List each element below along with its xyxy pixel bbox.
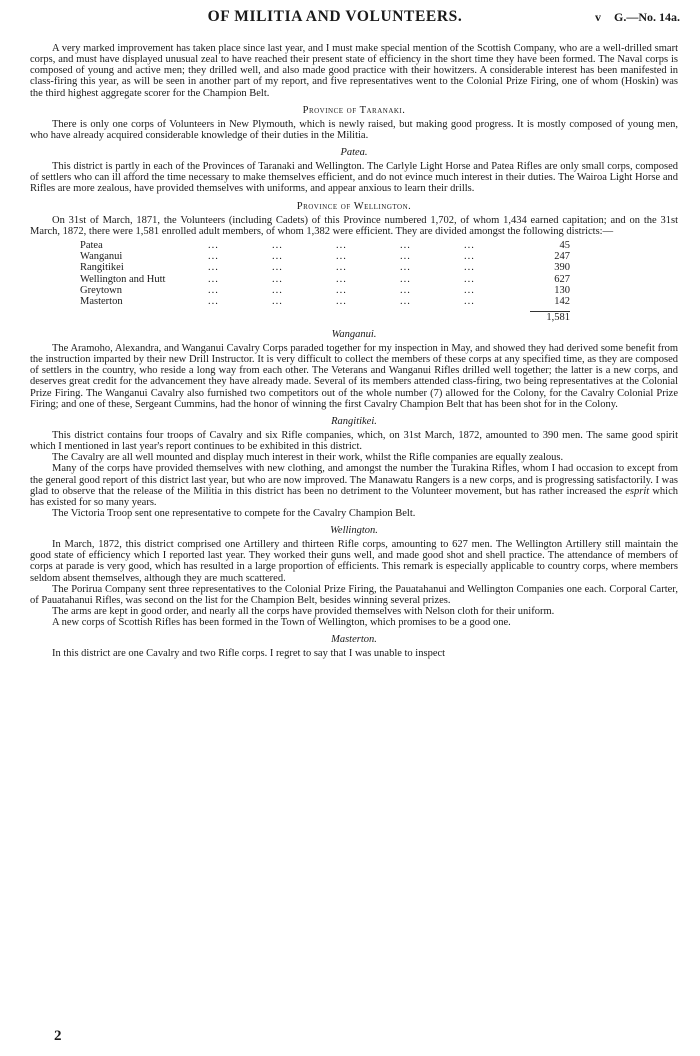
paragraph: This district is partly in each of the Provinces of Taranaki and Wellington. The Carlyle Light Horse and Patea Rifles are only small corps, composed of settlers who can ill afford the time necessary to make themselves efficient, and do not evince much interest in their duties. The Wairoa Light Horse and Rifles are more zealous, have provided themselves with uniforms, and appear anxious to learn their drills. [30,161,678,195]
district-count: 130 [554,285,570,297]
subsection-heading-wellington: Wellington. [330,525,378,537]
italic-term: esprit [625,485,650,497]
district-name: Wanganui [80,251,123,263]
table-row: Rangitikei ... ... ... ... ... 390 [80,262,570,274]
subsection-heading-wanganui: Wanganui. [331,328,377,340]
paragraph: There is only one corps of Volunteers in New Plymouth, which is newly raised, but making good progress. It is mostly composed of young men, who have already acquired considerable knowledge of their duties in the Militia. [30,118,678,141]
paragraph: Many of the corps have provided themselves with new clothing, and amongst the number the Turakina Rifles, whom I had occasion to except from the general good report of this district last year, but who are now improved. The Manawatu Rangers is a new corps, and is progressing satisfactorily. I was glad to observe that the release of the Militia in this district has been no detriment to the Volunteer movement, but has rather increased the esprit which has existed for so many years. [30,463,678,508]
districts-table [80,240,570,323]
table-row: Wellington and Hutt ... ... ... ... ... 627 [80,273,570,285]
paragraph: The Cavalry are all well mounted and display much interest in their work, whilst the Rifle companies are equally zealous. [52,452,564,464]
district-name: Greytown [80,285,122,297]
district-name: Patea [80,239,103,251]
total-row [80,308,570,323]
table-row: Greytown ... ... ... ... ... 130 [80,285,570,297]
section-heading-wellington-province: Province of Wellington. [296,200,412,212]
subsection-heading-patea: Patea. [340,147,368,159]
paragraph: The Aramoho, Alexandra, and Wanganui Cavalry Corps paraded together for my inspection in May, and showed they had derived some benefit from the instruction imparted by their new Drill Instructor. It is very difficult to collect the members of these corps at any specified time, as they are composed of settlers in the country, who reside a long way from each other. The Veterans and Wanganui Rifles drilled well together; the latter is a new corps, and deserves great credit for the advancement they have already made. Several of its members attended class-firing, two being representatives at the Colonial Prize Firing. The Wanganui Cavalry also furnished two competitors out of the whole number (7) allowed for the Colony, for the Cavalry Colonial Prize Firing; and one of these, Sergeant Cummins, had the honor of winning the first Cavalry Champion Belt that has been shot for in the Colony. [30,342,678,410]
district-name: Masterton [80,296,123,308]
header-reference [585,10,680,25]
district-count: 142 [554,296,570,308]
page-header [30,8,680,32]
table-row: Patea ... ... ... ... ... 45 [80,239,570,251]
page-number: 2 [54,1028,62,1044]
districts-total: 1,581 [528,308,570,323]
paragraph: This district contains four troops of Cavalry and six Rifle companies, which, on 31st March, 1872, amounted to 390 men. The same good spirit which I mentioned in last year's report continues to be exhibited in this district. [30,429,678,453]
section-heading-taranaki: Province of Taranaki. [302,104,406,116]
district-name: Rangitikei [80,262,124,274]
paragraph: The Victoria Troop sent one representative to compete for the Cavalry Champion Belt. [52,507,416,519]
subsection-heading-masterton: Masterton. [331,634,377,646]
district-count: 247 [554,251,570,263]
document-reference: G.—No. 14a. [614,10,680,24]
paragraph: A new corps of Scottish Rifles has been formed in the Town of Wellington, which promises to be a good one. [52,617,511,629]
page-roman-numeral: v [595,10,601,24]
paragraph: The Porirua Company sent three representatives to the Colonial Prize Firing, the Pauatahanui and Wellington Companies one each. Corporal Carter, of Pauatahanui Rifles, was second on the list for the Champion Belt, besides winning several prizes. [30,583,678,606]
paragraph: In this district are one Cavalry and two Rifle corps. I regret to say that I was unable to inspect [52,648,446,660]
table-row: Masterton ... ... ... ... ... 142 [80,296,570,308]
paragraph: A very marked improvement has taken place since last year, and I must make special mention of the Scottish Company, who are a well-drilled smart corps, and must have displayed unusual zeal to have reached their present state of efficiency in the short time they have been formed. The Naval corps is composed of young and active men; they drilled well, and also made good practice with their howitzers. A considerable interest has been manifested in class-firing this year, as will be seen in another part of my report, and five representatives went to the Colonial Prize Firing, one of whom (Hoskin) was the third highest aggregate scorer for the Champion Belt. [30,43,678,99]
paragraph: In March, 1872, this district comprised one Artillery and thirteen Rifle corps, amounting to 627 men. The Wellington Artillery still maintain the good state of efficiency which I reported last year. They worked their guns well, and made good shot and shell practice. The attendance of members of corps at parade is very good, which has resulted in a large proportion of efficients. This remark is especially applicable to country corps, where members seldom absent themselves, although they are much scattered. [30,539,678,584]
district-name: Wellington and Hutt [80,273,166,285]
subsection-heading-rangitikei: Rangitikei. [331,415,377,427]
district-count: 627 [554,273,570,285]
paragraph: On 31st of March, 1871, the Volunteers (including Cadets) of this Province numbered 1,702, of whom 1,434 earned capitation; and on the 31st March, 1872, there were 1,581 enrolled adult members, of whom 1,382 were efficient. They are divided amongst the following districts:— [30,214,678,237]
table-row: Wanganui ... ... ... ... ... 247 [80,251,570,263]
document-body [30,43,678,660]
paragraph: The arms are kept in good order, and nearly all the corps have provided themselves with Nelson cloth for their uniform. [52,606,555,618]
district-count: 45 [559,239,570,251]
running-title: OF MILITIA AND VOLUNTEERS. [207,8,463,25]
district-count: 390 [554,262,570,274]
document-page [30,0,680,1056]
